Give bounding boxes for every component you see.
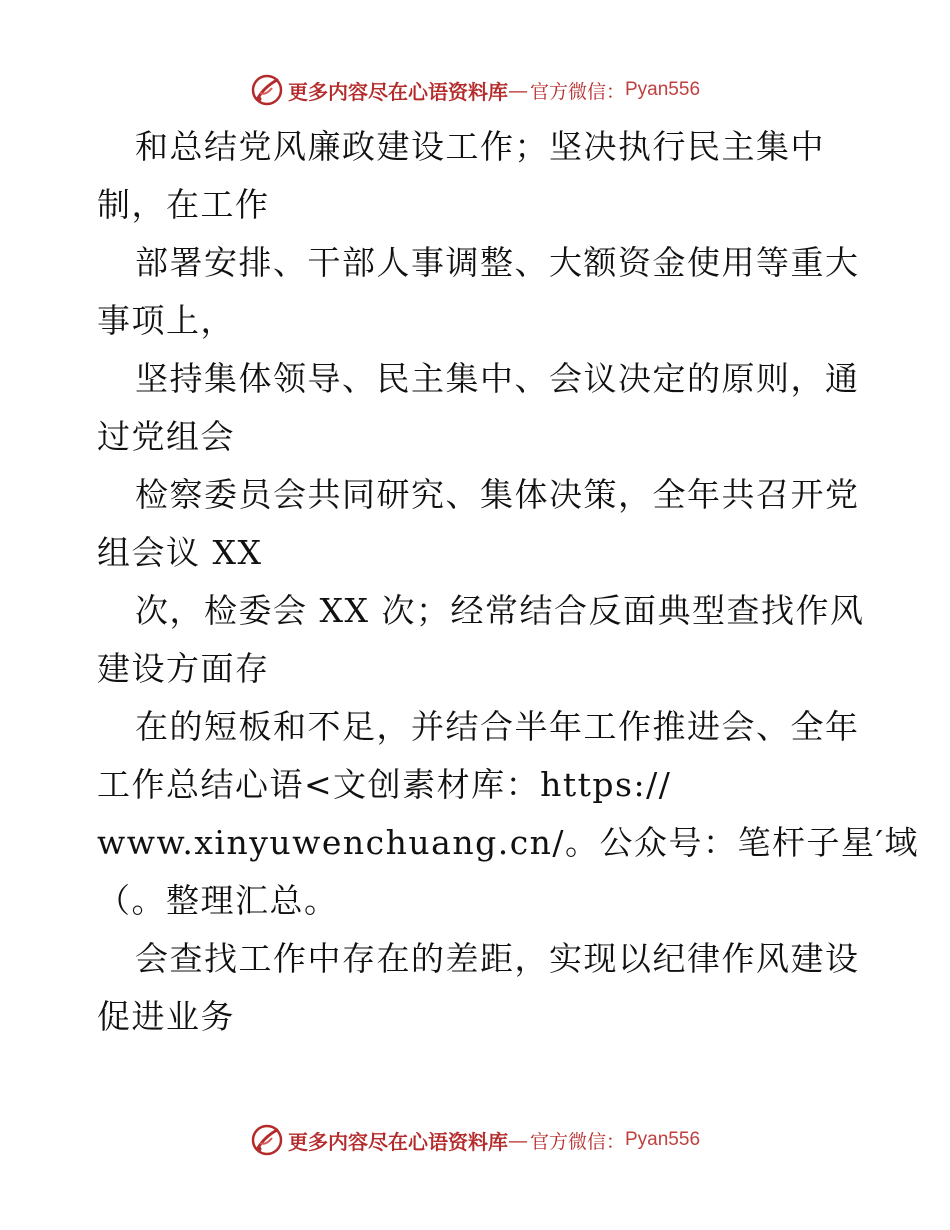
- footer-watermark: [0, 1120, 950, 1160]
- text-line: 在的短板和不足，并结合半年工作推进会、全年: [135, 707, 860, 746]
- header-dash: —: [507, 78, 528, 102]
- body-text: [97, 118, 920, 1046]
- brush-logo-icon: [250, 1123, 284, 1157]
- text-line: 组会议 XX: [97, 533, 263, 572]
- header-site-name: 更多内容尽在心语资料库: [287, 79, 508, 104]
- text-line: www.xinyuwenchuang.cn/。公众号：笔杆子星′域: [97, 823, 920, 862]
- header-wechat-id: Pyan556: [625, 79, 701, 100]
- text-line: （。整理汇总。: [97, 881, 339, 920]
- text-line: 过党组会: [97, 417, 235, 456]
- text-line: 次，检委会 XX 次；经常结合反面典型查找作风: [135, 591, 865, 630]
- footer-dash: —: [507, 1128, 528, 1152]
- text-line: 坚持集体领导、民主集中、会议决定的原则，通: [135, 359, 860, 398]
- text-line: 检察委员会共同研究、集体决策，全年共召开党: [135, 475, 860, 514]
- text-line: 建设方面存: [97, 649, 270, 688]
- footer-wechat-label: 官方微信：: [529, 1130, 625, 1153]
- text-line: 和总结党风廉政建设工作；坚决执行民主集中: [135, 127, 825, 166]
- footer-site-name: 更多内容尽在心语资料库: [287, 1129, 508, 1154]
- header-watermark: [0, 70, 950, 110]
- text-line: 部署安排、干部人事调整、大额资金使用等重大: [135, 243, 860, 282]
- header-wechat-label: 官方微信：: [529, 80, 625, 103]
- text-line: 会查找工作中存在的差距，实现以纪律作风建设: [135, 939, 860, 978]
- brush-logo-icon: [250, 73, 284, 107]
- text-line: 制，在工作: [97, 185, 270, 224]
- footer-wechat-id: Pyan556: [625, 1129, 701, 1150]
- text-line: 促进业务: [97, 997, 235, 1036]
- text-line: 事项上，: [97, 301, 235, 340]
- text-line: 工作总结心语<文创素材库：https://: [97, 765, 672, 804]
